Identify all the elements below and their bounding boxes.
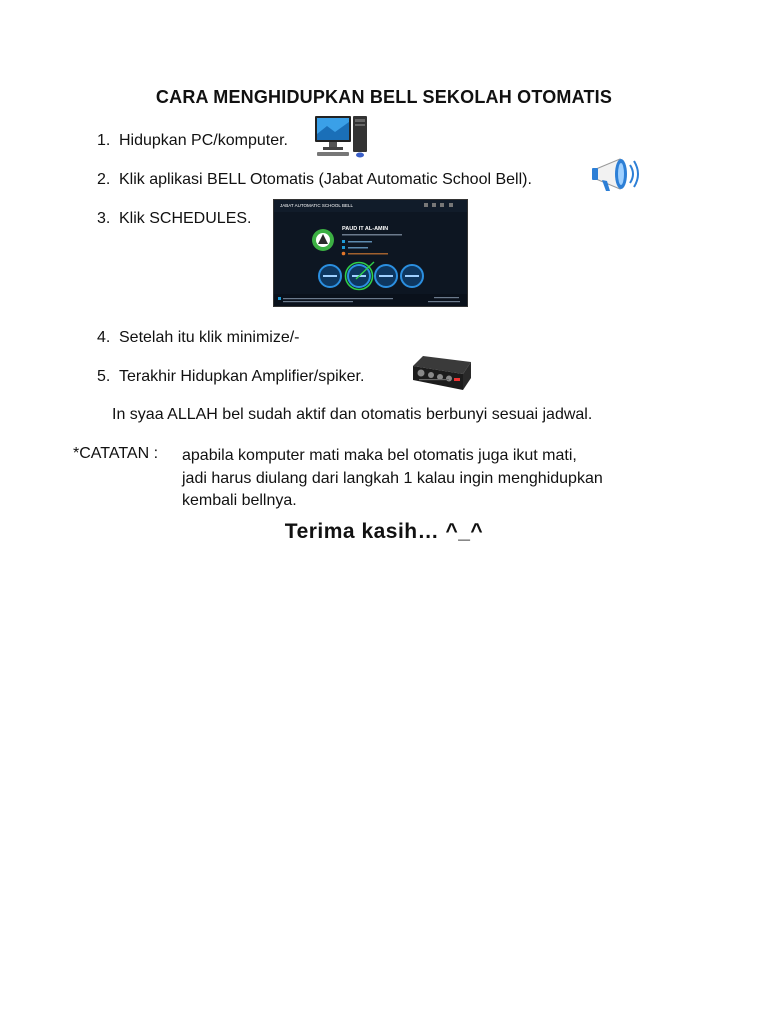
step-2 bbox=[97, 171, 532, 189]
step-number: 3. bbox=[97, 210, 111, 227]
step-number: 4. bbox=[97, 329, 111, 346]
step-4 bbox=[97, 329, 300, 347]
thanks-text: Terima kasih… ^_^ bbox=[284, 520, 484, 543]
step-text: Terakhir Hidupkan Amplifier/spiker. bbox=[119, 368, 365, 385]
note-line: kembali bellnya. bbox=[182, 492, 297, 509]
step-number: 1. bbox=[97, 132, 111, 149]
page-title: CARA MENGHIDUPKAN BELL SEKOLAH OTOMATIS bbox=[155, 87, 613, 107]
desktop-computer-icon bbox=[313, 114, 371, 158]
step-text: Setelah itu klik minimize/- bbox=[119, 329, 300, 346]
note-label: *CATATAN : bbox=[73, 445, 159, 462]
closing-paragraph: In syaa ALLAH bel sudah aktif dan otomatis berbunyi sesuai jadwal. bbox=[112, 406, 593, 423]
megaphone-icon bbox=[590, 155, 642, 195]
step-3 bbox=[97, 210, 251, 228]
step-1 bbox=[97, 132, 288, 150]
step-number: 2. bbox=[97, 171, 111, 188]
note-line: jadi harus diulang dari langkah 1 kalau ingin menghidupkan bbox=[182, 469, 603, 487]
step-text: Hidupkan PC/komputer. bbox=[119, 132, 288, 149]
step-number: 5. bbox=[97, 368, 111, 385]
app-screenshot bbox=[273, 199, 468, 307]
school-name: PAUD IT AL-AMIN bbox=[342, 226, 389, 232]
step-5 bbox=[97, 368, 364, 386]
app-title: JABAT AUTOMATIC SCHOOL BELL bbox=[280, 203, 354, 208]
step-text: Klik SCHEDULES. bbox=[119, 210, 252, 227]
note-line: apabila komputer mati maka bel otomatis juga ikut mati, bbox=[182, 447, 577, 464]
amplifier-icon bbox=[409, 354, 473, 392]
step-text: Klik aplikasi BELL Otomatis (Jabat Automatic School Bell). bbox=[119, 171, 532, 188]
note-text bbox=[182, 445, 603, 513]
